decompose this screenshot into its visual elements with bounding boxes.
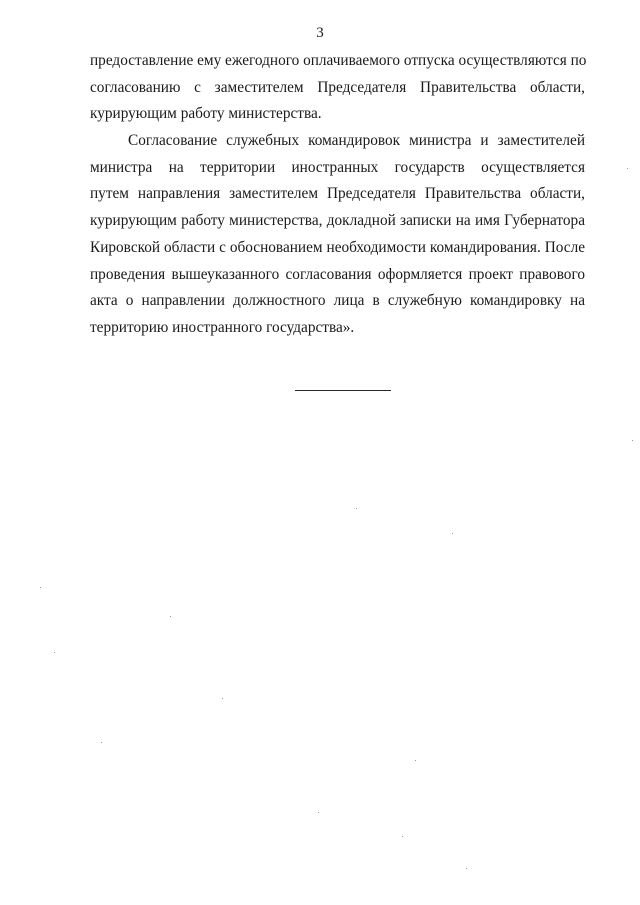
scan-speck — [627, 168, 628, 169]
scan-speck — [101, 742, 102, 743]
paragraph-2 — [90, 128, 585, 342]
text-line: предоставление ему ежегодного оплачиваемого отпуска осуществляются по — [90, 52, 587, 69]
page-number: 3 — [316, 25, 324, 41]
scan-speck — [415, 760, 416, 761]
scan-speck — [402, 836, 403, 837]
text-line: проведения вышеуказанного согласования оформляется проект правового — [90, 265, 585, 283]
text-line: акта о направлении должностного лица в служебную командировку на — [90, 292, 585, 310]
paragraph-1 — [90, 48, 585, 128]
scan-speck — [222, 698, 223, 699]
scan-speck — [466, 868, 467, 869]
scan-speck — [170, 616, 171, 617]
body-text — [90, 48, 585, 342]
text-line: курирующим работу министерства, докладной записки на имя Губернатора — [90, 212, 585, 230]
text-line: путем направления заместителем Председателя Правительства области, — [90, 185, 585, 203]
text-line: курирующим работу министерства. — [90, 105, 322, 123]
scan-speck — [632, 440, 633, 441]
end-of-document-rule — [295, 390, 391, 391]
text-line: Согласование служебных командировок министра и заместителей — [128, 132, 585, 150]
scan-speck — [318, 812, 319, 813]
scan-speck — [452, 533, 453, 534]
text-line: территорию иностранного государства». — [90, 318, 355, 336]
scan-speck — [40, 587, 41, 588]
scan-speck — [54, 652, 55, 653]
text-line: министра на территории иностранных государств осуществляется — [90, 158, 585, 176]
text-line: согласованию с заместителем Председателя Правительства области, — [90, 78, 585, 96]
text-line: Кировской области с обоснованием необходимости командирования. После — [90, 238, 585, 256]
scan-speck — [356, 508, 357, 509]
